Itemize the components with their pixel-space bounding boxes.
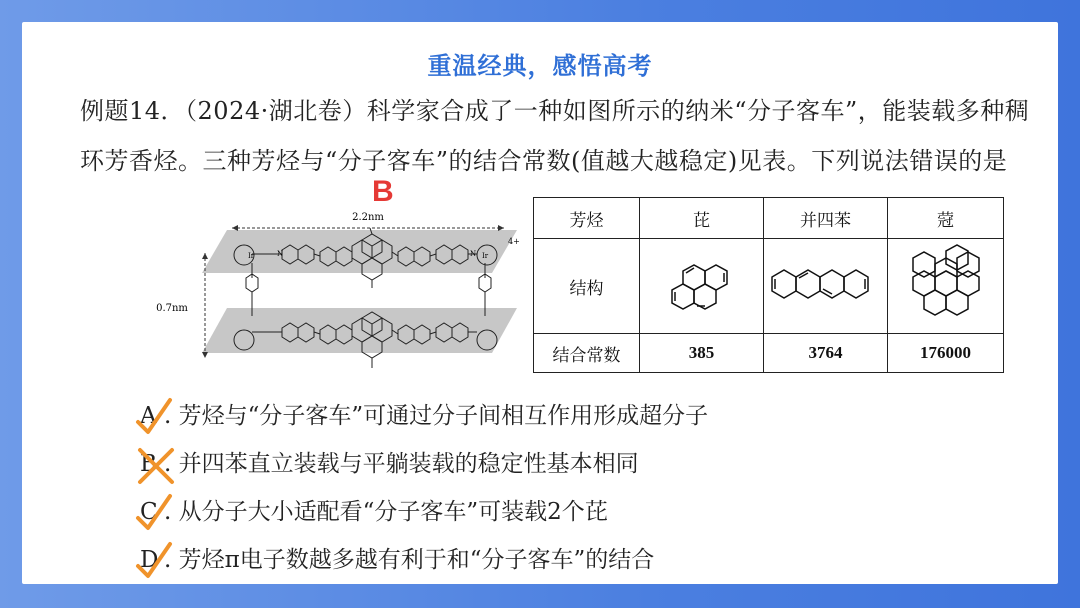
check-mark-icon — [134, 540, 178, 584]
option-c — [140, 488, 708, 536]
table-row — [534, 198, 1004, 239]
svg-text:N: N — [470, 250, 477, 258]
row-header-constant: 结合常数 — [534, 334, 640, 373]
coronene-structure-image — [894, 240, 998, 328]
height-label: 0.7nm — [156, 303, 188, 314]
binding-constant-table — [533, 197, 1004, 373]
option-b — [140, 440, 708, 488]
pyrene-structure — [640, 239, 764, 334]
option-d — [140, 536, 708, 584]
answer-label: B — [372, 175, 394, 208]
tetracene-structure — [764, 239, 888, 334]
option-letter: D — [140, 547, 159, 573]
tetracene-constant: 3764 — [764, 334, 888, 373]
option-a — [140, 392, 708, 440]
option-text: . 从分子大小适配看“分子客车”可装载2个芘 — [164, 499, 608, 525]
coronene-constant: 176000 — [888, 334, 1004, 373]
col-coronene: 蒄 — [888, 198, 1004, 239]
svg-text:Ir: Ir — [482, 252, 489, 260]
check-mark-icon — [134, 492, 178, 536]
charge-label: 4+ — [508, 237, 520, 246]
option-text: . 芳烃π电子数越多越有利于和“分子客车”的结合 — [164, 547, 655, 573]
option-text: . 并四苯直立装载与平躺装载的稳定性基本相同 — [164, 451, 639, 477]
svg-text:Ir: Ir — [248, 252, 255, 260]
cross-mark-icon — [134, 444, 178, 488]
row-header-arene: 芳烃 — [534, 198, 640, 239]
width-label: 2.2nm — [352, 212, 384, 223]
option-letter: C — [140, 499, 158, 525]
col-pyrene: 芘 — [640, 198, 764, 239]
option-letter: A — [140, 403, 157, 429]
answer-options — [140, 392, 708, 584]
table-row — [534, 239, 1004, 334]
option-letter: B — [140, 451, 157, 477]
pyrene-structure-image — [654, 249, 750, 319]
tetracene-structure-image — [767, 259, 885, 309]
col-tetracene: 并四苯 — [764, 198, 888, 239]
table-row — [534, 334, 1004, 373]
option-text: . 芳烃与“分子客车”可通过分子间相互作用形成超分子 — [164, 403, 709, 429]
coronene-structure — [888, 239, 1004, 334]
pyrene-constant: 385 — [640, 334, 764, 373]
bottom-plane — [202, 308, 517, 353]
check-mark-icon — [134, 396, 178, 440]
svg-text:N: N — [277, 250, 284, 258]
question-text: 例题14．（2024·湖北卷）科学家合成了一种如图所示的纳米“分子客车”，能装载多种稠环芳香烃。三种芳烃与“分子客车”的结合常数(值越大越稳定)见表。下列说法错误的是 — [80, 97, 1030, 175]
slide-title: 重温经典，感悟高考 — [427, 52, 653, 80]
row-header-structure: 结构 — [534, 239, 640, 334]
molecular-bus-figure — [132, 208, 522, 378]
slide-card — [22, 22, 1058, 584]
